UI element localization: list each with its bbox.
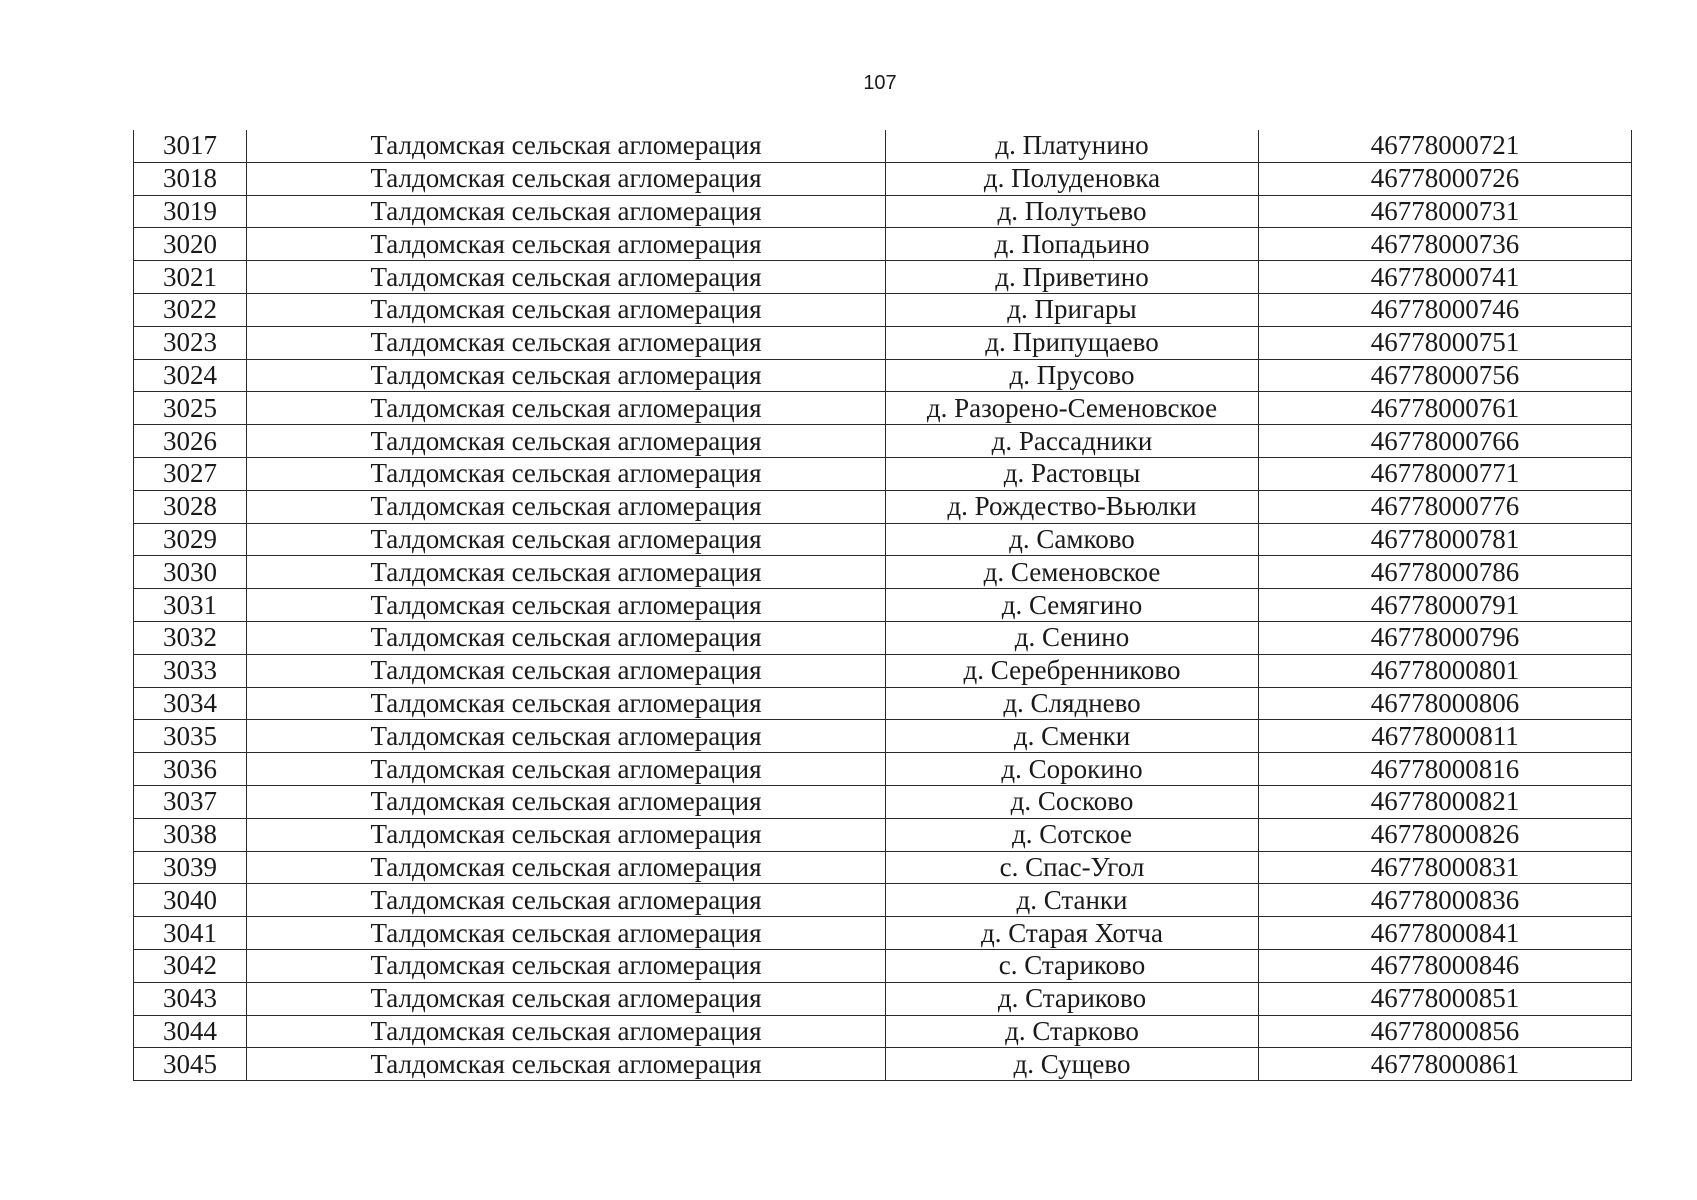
- table-row: [134, 425, 1632, 458]
- table-row: [134, 851, 1632, 884]
- locality-cell: д. Приветино: [886, 261, 1259, 294]
- table-row: [134, 982, 1632, 1015]
- table-row: [134, 261, 1632, 294]
- locality-cell: д. Сменки: [886, 720, 1259, 753]
- row-number-cell: 3023: [134, 326, 247, 359]
- row-number-cell: 3026: [134, 425, 247, 458]
- agglomeration-cell: Талдомская сельская агломерация: [247, 720, 886, 753]
- table-row: [134, 949, 1632, 982]
- row-number-cell: 3040: [134, 884, 247, 917]
- agglomeration-cell: Талдомская сельская агломерация: [247, 654, 886, 687]
- locality-cell: д. Пригары: [886, 293, 1259, 326]
- table-row: [134, 1015, 1632, 1048]
- oktmo-code-cell: 46778000846: [1259, 949, 1632, 982]
- oktmo-code-cell: 46778000731: [1259, 195, 1632, 228]
- agglomeration-cell: Талдомская сельская агломерация: [247, 1015, 886, 1048]
- agglomeration-cell: Талдомская сельская агломерация: [247, 293, 886, 326]
- agglomeration-cell: Талдомская сельская агломерация: [247, 261, 886, 294]
- oktmo-code-cell: 46778000761: [1259, 392, 1632, 425]
- oktmo-code-cell: 46778000856: [1259, 1015, 1632, 1048]
- row-number-cell: 3025: [134, 392, 247, 425]
- agglomeration-cell: Талдомская сельская агломерация: [247, 589, 886, 622]
- table-row: [134, 293, 1632, 326]
- row-number-cell: 3019: [134, 195, 247, 228]
- agglomeration-cell: Талдомская сельская агломерация: [247, 326, 886, 359]
- row-number-cell: 3035: [134, 720, 247, 753]
- agglomeration-cell: Талдомская сельская агломерация: [247, 228, 886, 261]
- oktmo-code-cell: 46778000721: [1259, 130, 1632, 162]
- oktmo-code-cell: 46778000786: [1259, 556, 1632, 589]
- table-row: [134, 621, 1632, 654]
- locality-cell: д. Стариково: [886, 982, 1259, 1015]
- locality-cell: д. Старково: [886, 1015, 1259, 1048]
- row-number-cell: 3031: [134, 589, 247, 622]
- table-row: [134, 326, 1632, 359]
- oktmo-code-cell: 46778000806: [1259, 687, 1632, 720]
- agglomeration-cell: Талдомская сельская агломерация: [247, 851, 886, 884]
- locality-cell: д. Семеновское: [886, 556, 1259, 589]
- table-row: [134, 195, 1632, 228]
- locality-cell: д. Полутьево: [886, 195, 1259, 228]
- oktmo-code-cell: 46778000756: [1259, 359, 1632, 392]
- row-number-cell: 3039: [134, 851, 247, 884]
- settlements-table: [133, 130, 1632, 1081]
- agglomeration-cell: Талдомская сельская агломерация: [247, 392, 886, 425]
- locality-cell: д. Растовцы: [886, 457, 1259, 490]
- row-number-cell: 3032: [134, 621, 247, 654]
- agglomeration-cell: Талдомская сельская агломерация: [247, 884, 886, 917]
- row-number-cell: 3020: [134, 228, 247, 261]
- agglomeration-cell: Талдомская сельская агломерация: [247, 523, 886, 556]
- oktmo-code-cell: 46778000781: [1259, 523, 1632, 556]
- locality-cell: д. Станки: [886, 884, 1259, 917]
- locality-cell: д. Семягино: [886, 589, 1259, 622]
- oktmo-code-cell: 46778000851: [1259, 982, 1632, 1015]
- agglomeration-cell: Талдомская сельская агломерация: [247, 457, 886, 490]
- agglomeration-cell: Талдомская сельская агломерация: [247, 195, 886, 228]
- agglomeration-cell: Талдомская сельская агломерация: [247, 785, 886, 818]
- agglomeration-cell: Талдомская сельская агломерация: [247, 359, 886, 392]
- oktmo-code-cell: 46778000831: [1259, 851, 1632, 884]
- table-row: [134, 785, 1632, 818]
- agglomeration-cell: Талдомская сельская агломерация: [247, 687, 886, 720]
- row-number-cell: 3041: [134, 917, 247, 950]
- locality-cell: д. Сотское: [886, 818, 1259, 851]
- oktmo-code-cell: 46778000776: [1259, 490, 1632, 523]
- locality-cell: д. Сенино: [886, 621, 1259, 654]
- table-row: [134, 556, 1632, 589]
- agglomeration-cell: Талдомская сельская агломерация: [247, 753, 886, 786]
- oktmo-code-cell: 46778000726: [1259, 162, 1632, 195]
- locality-cell: д. Припущаево: [886, 326, 1259, 359]
- table-body: [134, 130, 1632, 1081]
- table-row: [134, 917, 1632, 950]
- agglomeration-cell: Талдомская сельская агломерация: [247, 949, 886, 982]
- row-number-cell: 3029: [134, 523, 247, 556]
- row-number-cell: 3043: [134, 982, 247, 1015]
- agglomeration-cell: Талдомская сельская агломерация: [247, 982, 886, 1015]
- table-row: [134, 1048, 1632, 1081]
- table-row: [134, 162, 1632, 195]
- table-row: [134, 359, 1632, 392]
- row-number-cell: 3027: [134, 457, 247, 490]
- oktmo-code-cell: 46778000811: [1259, 720, 1632, 753]
- table-row: [134, 687, 1632, 720]
- row-number-cell: 3022: [134, 293, 247, 326]
- table-row: [134, 884, 1632, 917]
- oktmo-code-cell: 46778000751: [1259, 326, 1632, 359]
- oktmo-code-cell: 46778000826: [1259, 818, 1632, 851]
- locality-cell: д. Серебренниково: [886, 654, 1259, 687]
- table-row: [134, 490, 1632, 523]
- row-number-cell: 3033: [134, 654, 247, 687]
- locality-cell: д. Рассадники: [886, 425, 1259, 458]
- row-number-cell: 3038: [134, 818, 247, 851]
- locality-cell: д. Полуденовка: [886, 162, 1259, 195]
- oktmo-code-cell: 46778000791: [1259, 589, 1632, 622]
- table-row: [134, 589, 1632, 622]
- table-row: [134, 457, 1632, 490]
- agglomeration-cell: Талдомская сельская агломерация: [247, 818, 886, 851]
- row-number-cell: 3024: [134, 359, 247, 392]
- locality-cell: д. Сорокино: [886, 753, 1259, 786]
- oktmo-code-cell: 46778000746: [1259, 293, 1632, 326]
- agglomeration-cell: Талдомская сельская агломерация: [247, 162, 886, 195]
- table-row: [134, 654, 1632, 687]
- row-number-cell: 3030: [134, 556, 247, 589]
- oktmo-code-cell: 46778000771: [1259, 457, 1632, 490]
- oktmo-code-cell: 46778000816: [1259, 753, 1632, 786]
- page-number: 107: [863, 72, 897, 94]
- oktmo-code-cell: 46778000801: [1259, 654, 1632, 687]
- row-number-cell: 3028: [134, 490, 247, 523]
- table-row: [134, 228, 1632, 261]
- table-row: [134, 130, 1632, 162]
- table-row: [134, 720, 1632, 753]
- agglomeration-cell: Талдомская сельская агломерация: [247, 621, 886, 654]
- oktmo-code-cell: 46778000841: [1259, 917, 1632, 950]
- row-number-cell: 3034: [134, 687, 247, 720]
- row-number-cell: 3036: [134, 753, 247, 786]
- table-row: [134, 392, 1632, 425]
- row-number-cell: 3017: [134, 130, 247, 162]
- agglomeration-cell: Талдомская сельская агломерация: [247, 1048, 886, 1081]
- table-row: [134, 753, 1632, 786]
- oktmo-code-cell: 46778000766: [1259, 425, 1632, 458]
- locality-cell: д. Платунино: [886, 130, 1259, 162]
- oktmo-code-cell: 46778000741: [1259, 261, 1632, 294]
- agglomeration-cell: Талдомская сельская агломерация: [247, 917, 886, 950]
- row-number-cell: 3042: [134, 949, 247, 982]
- oktmo-code-cell: 46778000796: [1259, 621, 1632, 654]
- locality-cell: д. Самково: [886, 523, 1259, 556]
- oktmo-code-cell: 46778000736: [1259, 228, 1632, 261]
- agglomeration-cell: Талдомская сельская агломерация: [247, 490, 886, 523]
- locality-cell: д. Разорено-Семеновское: [886, 392, 1259, 425]
- row-number-cell: 3044: [134, 1015, 247, 1048]
- oktmo-code-cell: 46778000861: [1259, 1048, 1632, 1081]
- locality-cell: д. Прусово: [886, 359, 1259, 392]
- row-number-cell: 3045: [134, 1048, 247, 1081]
- table-row: [134, 818, 1632, 851]
- table-row: [134, 523, 1632, 556]
- row-number-cell: 3021: [134, 261, 247, 294]
- locality-cell: с. Стариково: [886, 949, 1259, 982]
- locality-cell: д. Сляднево: [886, 687, 1259, 720]
- agglomeration-cell: Талдомская сельская агломерация: [247, 130, 886, 162]
- locality-cell: д. Сущево: [886, 1048, 1259, 1081]
- locality-cell: с. Спас-Угол: [886, 851, 1259, 884]
- locality-cell: д. Сосково: [886, 785, 1259, 818]
- oktmo-code-cell: 46778000821: [1259, 785, 1632, 818]
- row-number-cell: 3037: [134, 785, 247, 818]
- locality-cell: д. Старая Хотча: [886, 917, 1259, 950]
- oktmo-code-cell: 46778000836: [1259, 884, 1632, 917]
- agglomeration-cell: Талдомская сельская агломерация: [247, 556, 886, 589]
- locality-cell: д. Рождество-Вьюлки: [886, 490, 1259, 523]
- row-number-cell: 3018: [134, 162, 247, 195]
- locality-cell: д. Попадьино: [886, 228, 1259, 261]
- agglomeration-cell: Талдомская сельская агломерация: [247, 425, 886, 458]
